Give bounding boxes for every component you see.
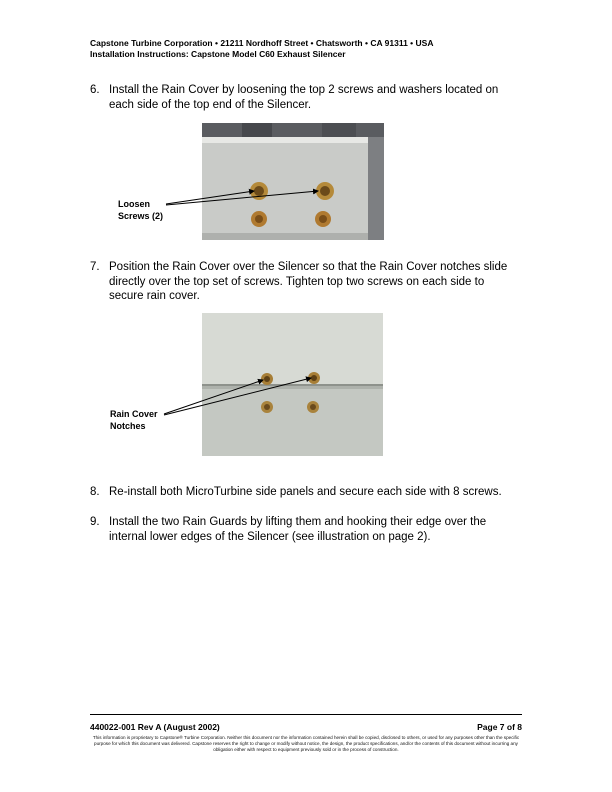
loosen-screws-callout bbox=[118, 198, 163, 222]
step-6 bbox=[90, 83, 520, 112]
step-7 bbox=[90, 260, 520, 304]
step-number: 8. bbox=[90, 486, 100, 498]
step-number: 9. bbox=[90, 516, 100, 528]
step-text: Install the Rain Cover by loosening the top 2 screws and washers located on each side of the top end of the Silencer. bbox=[109, 84, 499, 111]
lower-screw-right bbox=[307, 401, 319, 413]
step-text: Install the two Rain Guards by lifting them and hooking their edge over the internal lower edges of the Silencer (see illustration on page 2). bbox=[109, 516, 487, 543]
step-number: 6. bbox=[90, 84, 100, 96]
rain-cover-notches-callout bbox=[110, 408, 158, 432]
proprietary-disclaimer: This information is proprietary to Capstone® Turbine Corporation. Neither this document nor the information contained herein shall be copied, disclosed to others, or used for any purposes other than the specific purpose for which this document was delivered. Capstone reserves the right to change or modify without notice, the design, the product specifications, and/or the contents of this document without incurring any obligation either with respect to equipment previously sold or in the process of construction. bbox=[92, 735, 520, 752]
screw-bottom-right bbox=[315, 211, 331, 227]
step-text: Position the Rain Cover over the Silencer so that the Rain Cover notches slide directly over the top set of screws. Tighten top two screws on each side to secure rain cover. bbox=[109, 261, 508, 302]
page-number: Page 7 of 8 bbox=[477, 722, 522, 732]
callout-label-line2: Notches bbox=[110, 421, 146, 431]
screw-top-right bbox=[316, 182, 334, 200]
screw-bottom-left bbox=[251, 211, 267, 227]
callout-label-line2: Screws (2) bbox=[118, 211, 164, 221]
document-number: 440022-001 Rev A (August 2002) bbox=[90, 722, 220, 732]
photo-1-image bbox=[202, 123, 384, 240]
step-8 bbox=[90, 485, 520, 500]
step-9 bbox=[90, 515, 520, 544]
photo-2-image bbox=[202, 313, 383, 456]
company-address: Capstone Turbine Corporation • 21211 Nordhoff Street • Chatsworth • CA 91311 • USA bbox=[90, 38, 434, 48]
document-title: Installation Instructions: Capstone Model C60 Exhaust Silencer bbox=[90, 49, 346, 59]
lower-screw-left bbox=[261, 401, 273, 413]
footer-divider bbox=[90, 714, 522, 715]
notch-screw-right bbox=[308, 372, 320, 384]
callout-label-line1: Rain Cover bbox=[110, 409, 158, 419]
step-number: 7. bbox=[90, 261, 100, 273]
document-header bbox=[90, 38, 433, 60]
loosen-screws-photo bbox=[202, 123, 384, 240]
notch-screw-left bbox=[261, 373, 273, 385]
rain-cover-notches-photo bbox=[202, 313, 383, 456]
screw-top-left bbox=[250, 182, 268, 200]
callout-label-line1: Loosen bbox=[118, 199, 151, 209]
step-text: Re-install both MicroTurbine side panels and secure each side with 8 screws. bbox=[109, 486, 502, 498]
